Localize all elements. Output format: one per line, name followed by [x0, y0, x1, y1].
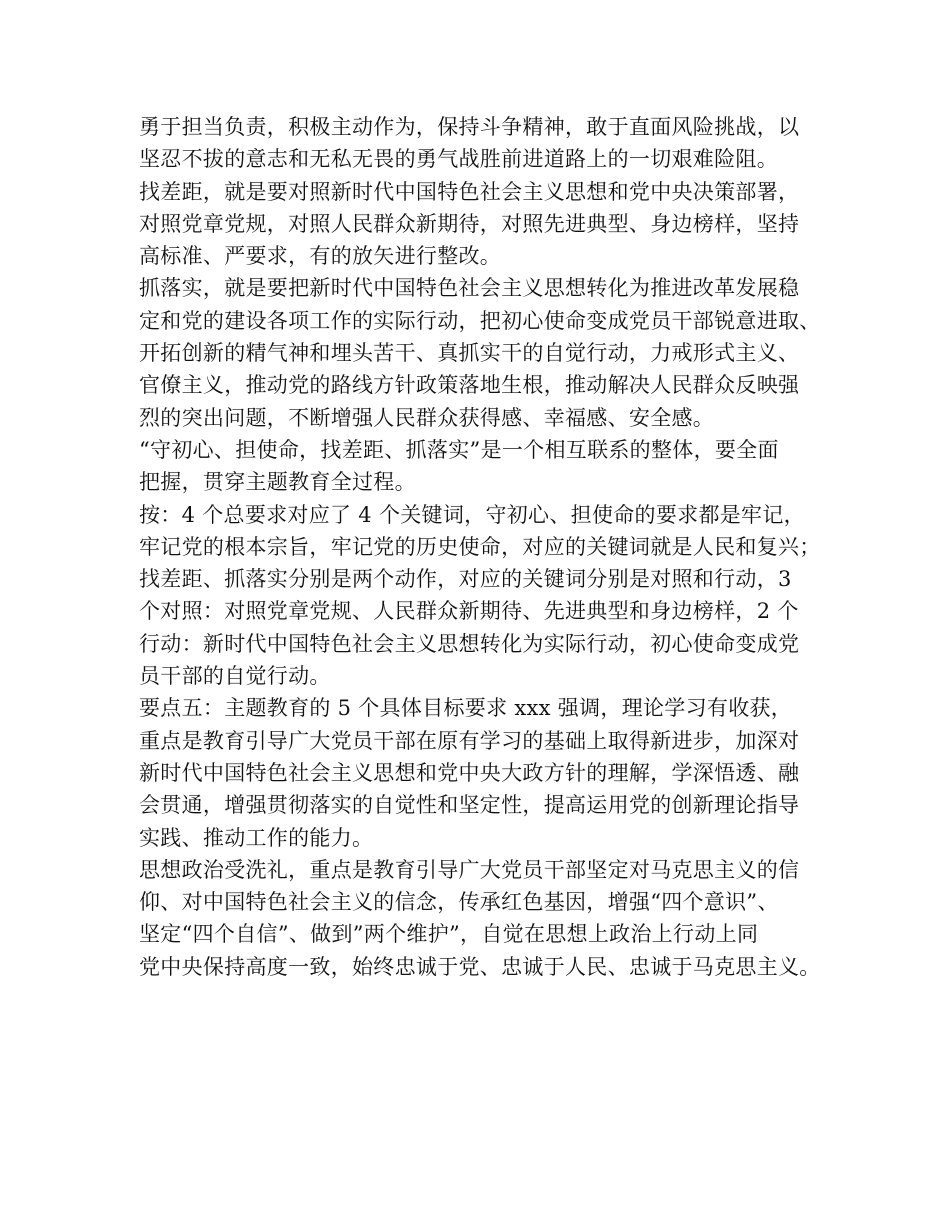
text-line: 烈的突出问题，不断增强人民群众获得感、幸福感、安全感。: [139, 405, 715, 430]
text-line: 官僚主义，推动党的路线方针政策落地生根，推动解决人民群众反映强: [139, 373, 800, 398]
text-line: 定和党的建设各项工作的实际行动，把初心使命变成党员干部锐意进取、: [139, 308, 821, 333]
text-line: 思想政治受洗礼，重点是教育引导广大党员干部坚定对马克思主义的信: [139, 857, 800, 882]
text-line: 个对照：对照党章党规、人民群众新期待、先进典型和身边榜样，2 个: [139, 599, 799, 624]
text-line: 高标准、严要求，有的放矢进行整改。: [139, 244, 502, 269]
text-line: 找差距，就是要对照新时代中国特色社会主义思想和党中央决策部署，: [139, 179, 800, 204]
text-line: 勇于担当负责，积极主动作为，保持斗争精神，敢于直面风险挑战，以: [139, 115, 800, 139]
text-line: 仰、对中国特色社会主义的信念，传承红色基因，增强“四个意识”、: [139, 890, 779, 915]
text-line: 坚忍不拔的意志和无私无畏的勇气战胜前进道路上的一切艰难险阻。: [139, 147, 778, 172]
text-line: “守初心、担使命，找差距、抓落实”是一个相互联系的整体，要全面: [139, 437, 779, 462]
text-line: 开拓创新的精气神和埋头苦干、真抓实干的自觉行动，力戒形式主义、: [139, 341, 800, 366]
text-line: 重点是教育引导广大党员干部在原有学习的基础上取得新进步，加深对: [139, 728, 800, 753]
text-line: 实践、推动工作的能力。: [139, 825, 374, 850]
text-line: 行动：新时代中国特色社会主义思想转化为实际行动，初心使命变成党: [139, 631, 800, 656]
text-line: 抓落实，就是要把新时代中国特色社会主义思想转化为推进改革发展稳: [139, 276, 800, 301]
text-line: 牢记党的根本宗旨，牢记党的历史使命，对应的关键词就是人民和复兴；: [139, 534, 821, 559]
text-line: 对照党章党规，对照人民群众新期待，对照先进典型、身边榜样，坚持: [139, 211, 800, 236]
text-line: 要点五：主题教育的 5 个具体目标要求 xxx 强调，理论学习有收获，: [139, 696, 793, 721]
text-line: 把握，贯穿主题教育全过程。: [139, 470, 416, 495]
text-line: 党中央保持高度一致，始终忠诚于党、忠诚于人民、忠诚于马克思主义。: [139, 954, 821, 979]
text-line: 找差距、抓落实分别是两个动作，对应的关键词分别是对照和行动，3: [139, 567, 792, 592]
text-line: 按：4 个总要求对应了 4 个关键词，守初心、担使命的要求都是牢记，: [139, 502, 805, 527]
document-body: [139, 111, 839, 983]
text-line: 坚定“四个自信”、做到”两个维护”，自觉在思想上政治上行动上同: [139, 922, 759, 947]
text-line: 新时代中国特色社会主义思想和党中央大政方针的理解，学深悟透、融: [139, 760, 800, 785]
text-line: 会贯通，增强贯彻落实的自觉性和坚定性，提高运用党的创新理论指导: [139, 793, 800, 818]
text-line: 员干部的自觉行动。: [139, 664, 331, 689]
